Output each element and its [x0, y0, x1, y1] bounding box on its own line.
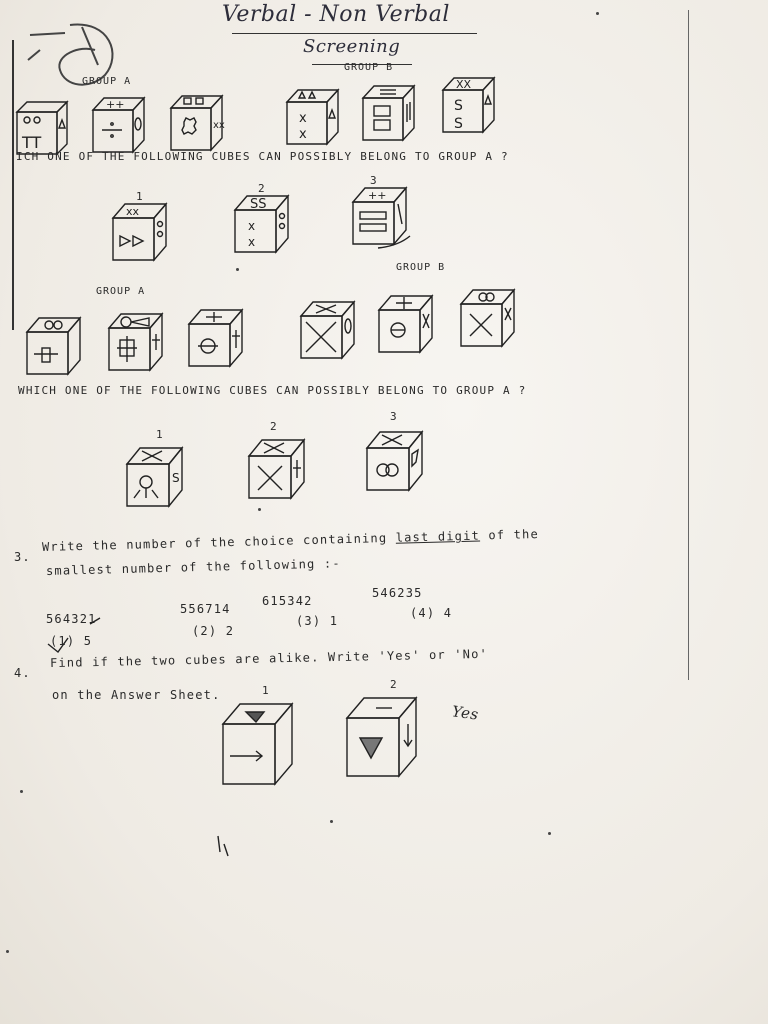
- q2-choice-cube-2: [244, 436, 308, 502]
- speck: [20, 790, 23, 793]
- q1-choice-3-label: 3: [370, 174, 378, 187]
- q1-group-b-cube-1: [282, 86, 342, 148]
- q3-option-4: (4) 4: [410, 606, 453, 620]
- q1-choice-cube-1: [108, 200, 170, 264]
- svg-text:++: ++: [368, 189, 387, 202]
- speck: [596, 12, 599, 15]
- q1-group-a-label: GROUP A: [82, 76, 132, 87]
- page-title: Verbal - Non Verbal: [222, 2, 450, 27]
- q2-group-a-label: GROUP A: [96, 286, 146, 297]
- q2-choice-1-label: 1: [156, 428, 164, 441]
- q3-number-2: 556714: [180, 602, 231, 616]
- q3-number-3: 615342: [262, 594, 313, 608]
- q1-choice-1-label: 1: [136, 190, 144, 203]
- q1-choice-cube-2: [230, 192, 292, 256]
- q2-choice-3-label: 3: [390, 410, 398, 423]
- q1-group-a-cube-2: [88, 94, 148, 156]
- q4-cube-2: [342, 694, 422, 780]
- speck: [330, 820, 333, 823]
- svg-text:S: S: [454, 98, 463, 114]
- q2-question: WHICH ONE OF THE FOLLOWING CUBES CAN POSSIBLY BELONG TO GROUP A ?: [18, 384, 527, 397]
- svg-text:TT: TT: [22, 133, 42, 152]
- q2-group-b-cube-2: [374, 292, 436, 356]
- svg-text:xx: xx: [126, 205, 140, 218]
- q4-handwritten-answer: Yes: [450, 702, 480, 724]
- q3-number: 3.: [14, 550, 31, 564]
- q2-choice-2-label: 2: [270, 420, 278, 433]
- svg-text:++: ++: [106, 98, 125, 111]
- q2-group-a-cube-3: [184, 306, 246, 368]
- page-subtitle: Screening: [303, 36, 401, 57]
- q3-underlined-phrase: last digit: [395, 528, 481, 545]
- svg-text:xx: xx: [213, 120, 225, 131]
- svg-text:S: S: [172, 471, 180, 485]
- q3-text-line1: [42, 527, 539, 554]
- q1-group-a-cube-3: [166, 92, 226, 154]
- speck: [548, 832, 551, 835]
- q2-group-b-cube-1: [296, 298, 358, 362]
- q1-choice-cube-3: [348, 184, 410, 248]
- svg-text:S: S: [454, 116, 463, 132]
- right-margin-line: [688, 10, 689, 680]
- q2-choice-cube-3: [362, 428, 426, 494]
- q3-handwritten-tick: [40, 616, 110, 656]
- svg-text:x: x: [299, 111, 307, 126]
- q4-number: 4.: [14, 666, 31, 680]
- q3-number-4: 546235: [372, 586, 423, 600]
- speck: [6, 950, 9, 953]
- q3-text-end: of the: [488, 526, 540, 543]
- q4-text-line2: on the Answer Sheet.: [52, 688, 221, 702]
- q2-group-b-label: GROUP B: [396, 262, 446, 273]
- q3-option-1: (1) 5: [50, 634, 93, 648]
- q3-text-start: Write the number of the choice containing: [41, 530, 388, 554]
- speck: [236, 268, 239, 271]
- svg-text:x: x: [248, 235, 256, 249]
- q1-question: ICH ONE OF THE FOLLOWING CUBES CAN POSSIBLY BELONG TO GROUP A ?: [16, 150, 509, 163]
- stray-pen-mark: [210, 830, 240, 860]
- q4-text-line1: Find if the two cubes are alike. Write 'Yes' or 'No': [49, 646, 489, 670]
- q1-choice-2-label: 2: [258, 182, 266, 195]
- svg-text:x: x: [299, 127, 307, 142]
- svg-text:SS: SS: [250, 197, 267, 212]
- q2-choice-cube-1: [122, 444, 186, 510]
- q2-group-a-cube-2: [104, 310, 166, 372]
- title-underline: [232, 33, 477, 34]
- q1-group-b-cube-3: [438, 74, 498, 136]
- speck: [258, 508, 261, 511]
- svg-text:x: x: [248, 219, 256, 233]
- q4-cube-1: [218, 700, 298, 790]
- q3-option-2: (2) 2: [192, 624, 235, 638]
- q4-cube-1-label: 1: [262, 684, 270, 697]
- q1-group-b-label: GROUP B: [344, 62, 394, 73]
- q2-group-a-cube-1: [22, 314, 84, 376]
- q3-text-line2: smallest number of the following :-: [45, 556, 341, 578]
- q3-number-1: 564321: [46, 612, 97, 626]
- q3-option-3: (3) 1: [296, 614, 339, 628]
- q1-group-a-cube-1: [12, 98, 72, 158]
- q2-group-b-cube-3: [456, 286, 518, 350]
- q1-group-b-cube-2: [358, 82, 418, 144]
- q4-cube-2-label: 2: [390, 678, 398, 691]
- svg-text:XX: XX: [456, 78, 472, 91]
